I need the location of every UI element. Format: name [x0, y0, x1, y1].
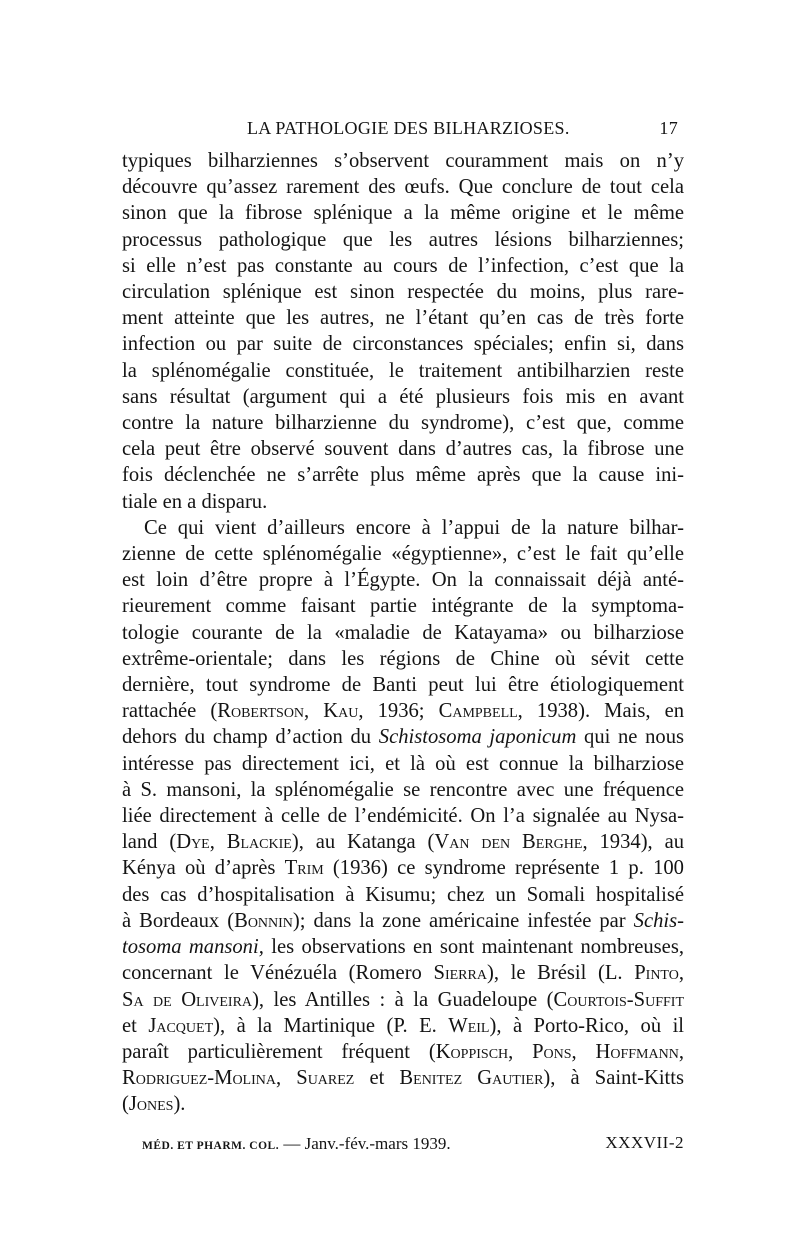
species-name: tosoma mansoni, [122, 936, 264, 959]
text-line [122, 698, 684, 724]
author-name: Pinto, [634, 962, 684, 985]
text-line: dernière, tout syndrome de Banti peut lui être étiologiquement [122, 674, 684, 697]
text-run: et [122, 1014, 149, 1037]
text-run: rattachée ( [122, 700, 218, 723]
text-line: Ce qui vient d’ailleurs encore à l’appui de la nature bilhar- [144, 516, 684, 539]
body-text [122, 148, 684, 1118]
text-line [122, 908, 684, 934]
text-line: typiques bilharziennes s’observent couramment mais on n’y [122, 150, 684, 172]
text-line: circulation splénique est sinon respectée du moins, plus rare- [122, 281, 684, 304]
text-line [122, 1091, 684, 1117]
text-run: qui ne nous [576, 726, 685, 749]
text-line: processus pathologique que les autres lésions bilharziennes; [122, 228, 684, 251]
author-name: Jacquet [148, 1014, 214, 1037]
text-run: ); dans la zone américaine infestée par [292, 909, 634, 932]
text-line: découvre qu’assez rarement des œufs. Que conclure de tout cela [122, 176, 684, 199]
text-line: rieurement comme faisant partie intégrante de la symptoma- [122, 595, 684, 618]
text-line [122, 960, 684, 986]
text-run: ), à la Martinique (P. E. [213, 1014, 449, 1037]
author-name: Koppisch, Pons, Hoffmann, [435, 1040, 684, 1063]
text-line [122, 829, 684, 855]
document-page [122, 114, 684, 1156]
text-run: ), le Brésil (L. [486, 962, 635, 985]
text-line: à S. mansoni, la splénomégalie se rencontre avec une fréquence [122, 778, 684, 801]
journal-abbrev: MÉD. ET PHARM. COL. [142, 1139, 280, 1152]
text-line: sans résultat (argument qui a été plusieurs fois mis en avant [122, 385, 684, 408]
author-name: Weil [448, 1014, 490, 1037]
text-line: est loin d’être propre à l’Égypte. On la connaissait déjà anté- [122, 569, 684, 592]
text-run: ). [173, 1093, 186, 1116]
species-name: Schis- [633, 909, 684, 932]
author-name: Rodriguez-Molina, Suarez [122, 1067, 355, 1090]
text-run: à Bordeaux ( [122, 909, 235, 932]
text-line [122, 987, 684, 1013]
text-line [122, 724, 684, 750]
text-line: zienne de cette splénomégalie «égyptienne», c’est le fait qu’elle [122, 543, 684, 566]
page-footer [122, 1132, 684, 1156]
text-run: Kénya où d’après [122, 857, 285, 880]
text-line: infection ou par suite de circonstances spéciales; enfin si, dans [122, 333, 684, 356]
species-name: Schistosoma japonicum [378, 726, 577, 749]
text-line: tiale en a disparu. [122, 490, 268, 513]
text-line: ment atteinte que les autres, ne l’étant qu’en cas de très forte [122, 307, 684, 330]
author-name: Courtois-Suffit [553, 988, 685, 1011]
running-title: LA PATHOLOGIE DES BILHARZIOSES. [247, 118, 570, 138]
running-header [122, 114, 684, 142]
text-run: les observations en sont maintenant nombreuses, [263, 936, 684, 959]
text-run: land ( [122, 831, 177, 854]
text-run: ), les Antilles : à la Guadeloupe ( [252, 988, 554, 1011]
text-run: ), à Saint-Kitts [543, 1067, 684, 1090]
author-name: Bonnin [234, 909, 293, 932]
text-run: paraît particulièrement fréquent ( [122, 1040, 436, 1063]
author-name: Jones [128, 1093, 174, 1116]
text-run: ), au Katanga ( [291, 831, 435, 854]
text-run: ), à Porto-Rico, où il [489, 1014, 685, 1037]
page-number: 17 [659, 118, 678, 138]
text-line: des cas d’hospitalisation à Kisumu; chez un Somali hospitalisé [122, 883, 684, 906]
text-run: et [354, 1067, 400, 1090]
author-name: Van den Berghe [434, 831, 583, 854]
text-line [122, 934, 684, 960]
author-name: Dye, Blackie [176, 831, 292, 854]
text-line: la splénomégalie constituée, le traitement antibilharzien reste [122, 359, 684, 382]
text-run: ( [122, 1093, 129, 1116]
author-name: Sierra [433, 962, 487, 985]
text-line: tologie courante de la «maladie de Katayama» ou bilharziose [122, 621, 684, 644]
text-line [122, 1039, 684, 1065]
text-line: extrême-orientale; dans les régions de Chine où sévit cette [122, 647, 684, 670]
author-name: Campbell [438, 700, 518, 723]
author-name: Robertson, Kau [217, 700, 359, 723]
text-line: contre la nature bilharzienne du syndrome), c’est que, comme [122, 412, 684, 435]
text-run: , 1938). Mais, en [517, 700, 685, 723]
printer-signature: XXXVII-2 [605, 1132, 684, 1152]
author-name: Benitez Gautier [399, 1067, 544, 1090]
text-line: fois déclenchée ne s’arrête plus même après que la cause ini- [122, 464, 684, 487]
text-run: concernant le Vénézuéla (Romero [122, 962, 434, 985]
text-run: (1936) ce syndrome représente 1 p. 100 [323, 857, 684, 880]
text-line: si elle n’est pas constante au cours de l’infection, c’est que la [122, 254, 684, 277]
text-run: dehors du champ d’action du [122, 726, 379, 749]
text-line [122, 1065, 684, 1091]
author-name: Trim [284, 857, 324, 880]
text-line: sinon que la fibrose splénique a la même origine et le même [122, 202, 684, 225]
author-name: Sa de Oliveira [122, 988, 253, 1011]
issue-date: — Janv.-fév.-mars 1939. [283, 1133, 451, 1153]
text-line: liée directement à celle de l’endémicité. On l’a signalée au Nysa- [122, 805, 684, 828]
text-run: , 1936; [358, 700, 439, 723]
journal-citation [142, 1134, 451, 1154]
text-line: intéresse pas directement ici, et là où est connue la bilharziose [122, 752, 684, 775]
text-run: , 1934), au [582, 831, 685, 854]
text-line [122, 1013, 684, 1039]
text-line [122, 855, 684, 881]
text-line: cela peut être observé souvent dans d’autres cas, la fibrose une [122, 438, 684, 461]
